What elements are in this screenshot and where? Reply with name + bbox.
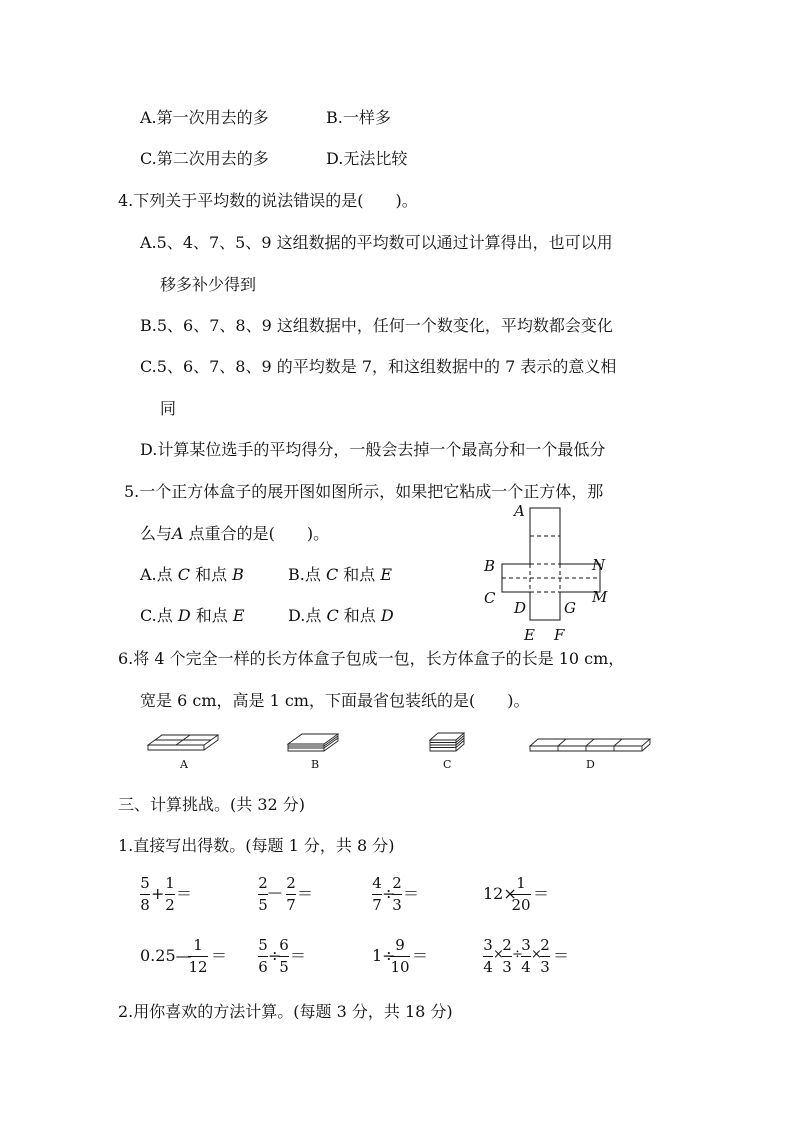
- q6-label-b: B: [311, 758, 320, 771]
- q4-option-b: B.5、6、7、8、9 这组数据中，任何一个数变化，平均数都会变化: [140, 316, 613, 335]
- q6-figure-c: [428, 730, 468, 754]
- r1c-op: ÷: [382, 884, 396, 903]
- r2c-n: 9: [395, 936, 405, 954]
- q6-stem-line1: 6.将 4 个完全一样的长方体盒子包成一包，长方体盒子的长是 10 cm，: [118, 649, 625, 668]
- r2d-frac2: [502, 938, 512, 975]
- r1b-op: —: [268, 885, 282, 901]
- q4-stem: 4.下列关于平均数的说法错误的是( )。: [118, 191, 418, 210]
- r2d-n4: 2: [540, 936, 550, 954]
- r2b-eq: ＝: [290, 946, 307, 965]
- r1c-frac1: [372, 876, 382, 913]
- net-label-b: B: [484, 557, 496, 575]
- r2a-eq: ＝: [211, 946, 228, 965]
- q5-opt-c-p2: E: [232, 606, 245, 625]
- q3-option-c: C.第二次用去的多: [140, 149, 269, 168]
- q5-option-a: [140, 567, 244, 583]
- q5-opt-d-mid: 和点: [338, 606, 381, 625]
- net-label-a: A: [514, 502, 525, 520]
- r1d-d: 20: [511, 896, 531, 914]
- q5-opt-a-mid: 和点: [189, 565, 233, 584]
- q5-opt-a-pre: A.点: [140, 565, 178, 584]
- q3-option-d: D.无法比较: [326, 149, 408, 168]
- q6-figure-a: [144, 731, 224, 755]
- r1b-d2: 7: [286, 896, 296, 914]
- r1a-n2: 1: [165, 874, 175, 892]
- r1c-n1: 4: [372, 874, 382, 892]
- r2a-whole: 0.25—: [140, 946, 192, 965]
- section3-title: 三、计算挑战。(共 32 分): [118, 795, 306, 814]
- r2d-n2: 2: [502, 936, 512, 954]
- q6-stem-line2: 宽是 6 cm，高是 1 cm，下面最省包装纸的是( )。: [140, 691, 530, 710]
- q5-option-b: [288, 567, 392, 583]
- r2c-d: 10: [390, 958, 410, 976]
- net-label-n: N: [592, 556, 606, 574]
- net-label-m: M: [592, 588, 608, 606]
- r2d-op1: ×: [493, 947, 504, 962]
- r2d-eq: ＝: [553, 946, 570, 965]
- r2b-op: ÷: [268, 946, 282, 965]
- q5-opt-b-p1: C: [325, 565, 339, 584]
- r1c-frac2: [392, 876, 402, 913]
- r2d-frac3: [521, 938, 531, 975]
- r1b-n2: 2: [286, 874, 296, 892]
- q5-opt-c-mid: 和点: [190, 606, 233, 625]
- q6-label-c: C: [443, 758, 452, 771]
- r2b-frac2: [279, 938, 289, 975]
- r2b-n2: 6: [279, 936, 289, 954]
- r2d-d3: 4: [521, 958, 531, 976]
- q6-figure-d: [528, 736, 654, 756]
- r1c-d1: 7: [372, 896, 382, 914]
- q4-option-a-line2: 移多补少得到: [160, 275, 257, 294]
- q5-opt-a-p2: B: [232, 565, 244, 584]
- r2c-eq: ＝: [412, 946, 429, 965]
- r1b-d1: 5: [258, 896, 268, 914]
- r2b-d1: 6: [258, 958, 268, 976]
- r2c-whole: 1÷: [372, 946, 396, 965]
- r1b-n1: 2: [258, 874, 268, 892]
- q5-stem-line1: 5.一个正方体盒子的展开图如图所示，如果把它粘成一个正方体，那: [124, 482, 604, 501]
- q3-option-b: B.一样多: [326, 108, 391, 127]
- r1a-frac2: [165, 876, 175, 913]
- r2b-n1: 5: [258, 936, 268, 954]
- net-label-e: E: [524, 626, 535, 644]
- r2d-frac4: [540, 938, 550, 975]
- q5-opt-b-mid: 和点: [338, 565, 381, 584]
- cube-net-diagram: [478, 502, 618, 642]
- q4-option-c-line2: 同: [160, 399, 177, 418]
- net-label-f: F: [554, 626, 565, 644]
- r2b-d2: 5: [279, 958, 289, 976]
- r1a-frac1: [140, 876, 150, 913]
- r2d-d2: 3: [502, 958, 512, 976]
- q5-opt-d-p1: C: [326, 606, 339, 625]
- r1d-eq: ＝: [533, 884, 550, 903]
- r2d-frac1: [483, 938, 493, 975]
- r1a-d1: 8: [140, 896, 150, 914]
- q5-opt-d-pre: D.点: [288, 606, 327, 625]
- section3-q2-title: 2.用你喜欢的方法计算。(每题 3 分，共 18 分): [118, 1002, 453, 1021]
- q5-stem-post: 点重合的是( )。: [183, 524, 330, 543]
- r1a-d2: 2: [165, 896, 175, 914]
- r2d-op2: ÷: [512, 947, 523, 962]
- net-label-c: C: [484, 589, 496, 607]
- section3-q1-title: 1.直接写出得数。(每题 1 分，共 8 分): [118, 836, 395, 855]
- r1b-frac1: [258, 876, 268, 913]
- q5-opt-a-p1: C: [177, 565, 190, 584]
- r1a-op: +: [151, 884, 165, 903]
- r1c-n2: 2: [392, 874, 402, 892]
- r2a-n: 1: [193, 936, 203, 954]
- q5-option-c: [140, 608, 245, 624]
- q5-opt-b-p2: E: [380, 565, 393, 584]
- q4-option-d: D.计算某位选手的平均得分，一般会去掉一个最高分和一个最低分: [140, 440, 606, 459]
- net-label-d: D: [514, 599, 527, 617]
- q3-option-a: A.第一次用去的多: [140, 108, 269, 127]
- q5-stem-pre: 么与: [140, 524, 173, 543]
- r2d-op3: ×: [531, 947, 542, 962]
- q6-figure-b: [286, 730, 342, 754]
- q5-stem-line2: [140, 526, 329, 542]
- q6-label-d: D: [586, 758, 595, 771]
- r2d-d1: 4: [483, 958, 493, 976]
- r1c-eq: ＝: [403, 884, 420, 903]
- net-label-g: G: [564, 599, 576, 617]
- r1d-frac: [511, 876, 531, 913]
- r1a-n1: 5: [140, 874, 150, 892]
- q4-option-c-line1: C.5、6、7、8、9 的平均数是 7，和这组数据中的 7 表示的意义相: [140, 357, 617, 376]
- q5-opt-b-pre: B.点: [288, 565, 326, 584]
- r2a-frac: [188, 938, 208, 975]
- r2d-n1: 3: [483, 936, 493, 954]
- q6-label-a: A: [180, 758, 188, 771]
- q5-stem-point: A: [172, 524, 184, 543]
- r1d-n: 1: [516, 874, 526, 892]
- r2b-frac1: [258, 938, 268, 975]
- r2d-n3: 3: [521, 936, 531, 954]
- r1a-eq: ＝: [176, 884, 193, 903]
- q5-option-d: [288, 608, 394, 624]
- r2d-d4: 3: [540, 958, 550, 976]
- r1b-frac2: [286, 876, 296, 913]
- r1d-whole: 12×: [483, 884, 517, 903]
- q4-option-a-line1: A.5、4、7、5、9 这组数据的平均数可以通过计算得出，也可以用: [140, 233, 613, 252]
- r2c-frac: [390, 938, 410, 975]
- r1c-d2: 3: [392, 896, 402, 914]
- r1b-eq: ＝: [297, 884, 314, 903]
- q5-opt-c-pre: C.点: [140, 606, 178, 625]
- r2a-d: 12: [188, 958, 208, 976]
- q5-opt-c-p1: D: [177, 606, 191, 625]
- q5-opt-d-p2: D: [380, 606, 394, 625]
